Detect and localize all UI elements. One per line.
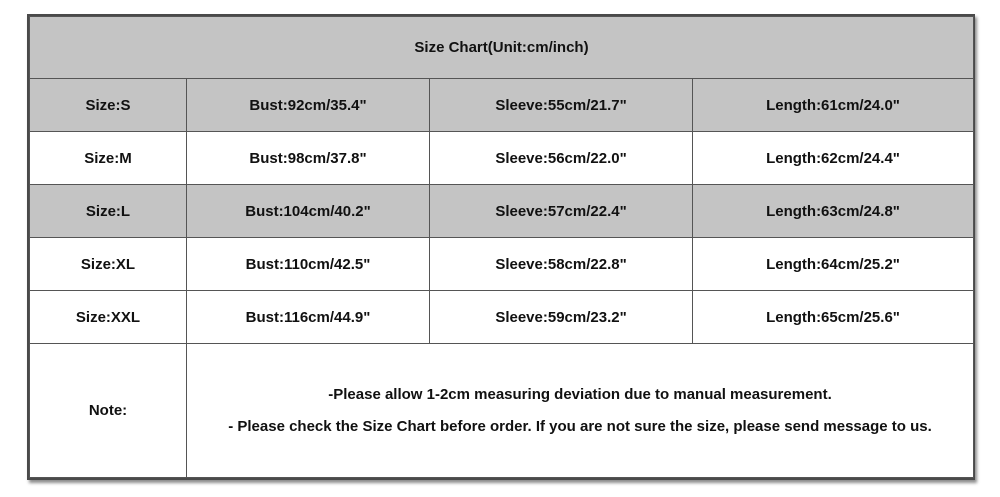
sleeve-cell: Sleeve:59cm/23.2": [430, 291, 693, 344]
size-cell: Size:S: [30, 79, 187, 132]
length-cell: Length:62cm/24.4": [693, 132, 974, 185]
size-cell: Size:M: [30, 132, 187, 185]
size-chart-table: [27, 14, 975, 480]
sleeve-cell: Sleeve:56cm/22.0": [430, 132, 693, 185]
length-cell: Length:61cm/24.0": [693, 79, 974, 132]
sleeve-cell: Sleeve:55cm/21.7": [430, 79, 693, 132]
sleeve-cell: Sleeve:58cm/22.8": [430, 238, 693, 291]
bust-cell: Bust:104cm/40.2": [187, 185, 430, 238]
note-row: [30, 344, 974, 478]
bust-cell: Bust:92cm/35.4": [187, 79, 430, 132]
size-cell: Size:L: [30, 185, 187, 238]
bust-cell: Bust:98cm/37.8": [187, 132, 430, 185]
length-cell: Length:64cm/25.2": [693, 238, 974, 291]
note-label: Note:: [30, 344, 187, 478]
title-row: [30, 17, 974, 79]
note-line-2: - Please check the Size Chart before order. If you are not sure the size, please send message to us.: [228, 417, 932, 435]
table-row: [30, 185, 974, 238]
note-line-1: -Please allow 1-2cm measuring deviation due to manual measurement.: [328, 385, 832, 403]
bust-cell: Bust:116cm/44.9": [187, 291, 430, 344]
table-title: Size Chart(Unit:cm/inch): [30, 17, 974, 79]
table-row: [30, 79, 974, 132]
size-cell: Size:XXL: [30, 291, 187, 344]
table-row: [30, 291, 974, 344]
bust-cell: Bust:110cm/42.5": [187, 238, 430, 291]
sleeve-cell: Sleeve:57cm/22.4": [430, 185, 693, 238]
table-row: [30, 132, 974, 185]
length-cell: Length:65cm/25.6": [693, 291, 974, 344]
size-cell: Size:XL: [30, 238, 187, 291]
table-row: [30, 238, 974, 291]
note-content: [187, 344, 974, 478]
size-table: [29, 16, 974, 478]
length-cell: Length:63cm/24.8": [693, 185, 974, 238]
